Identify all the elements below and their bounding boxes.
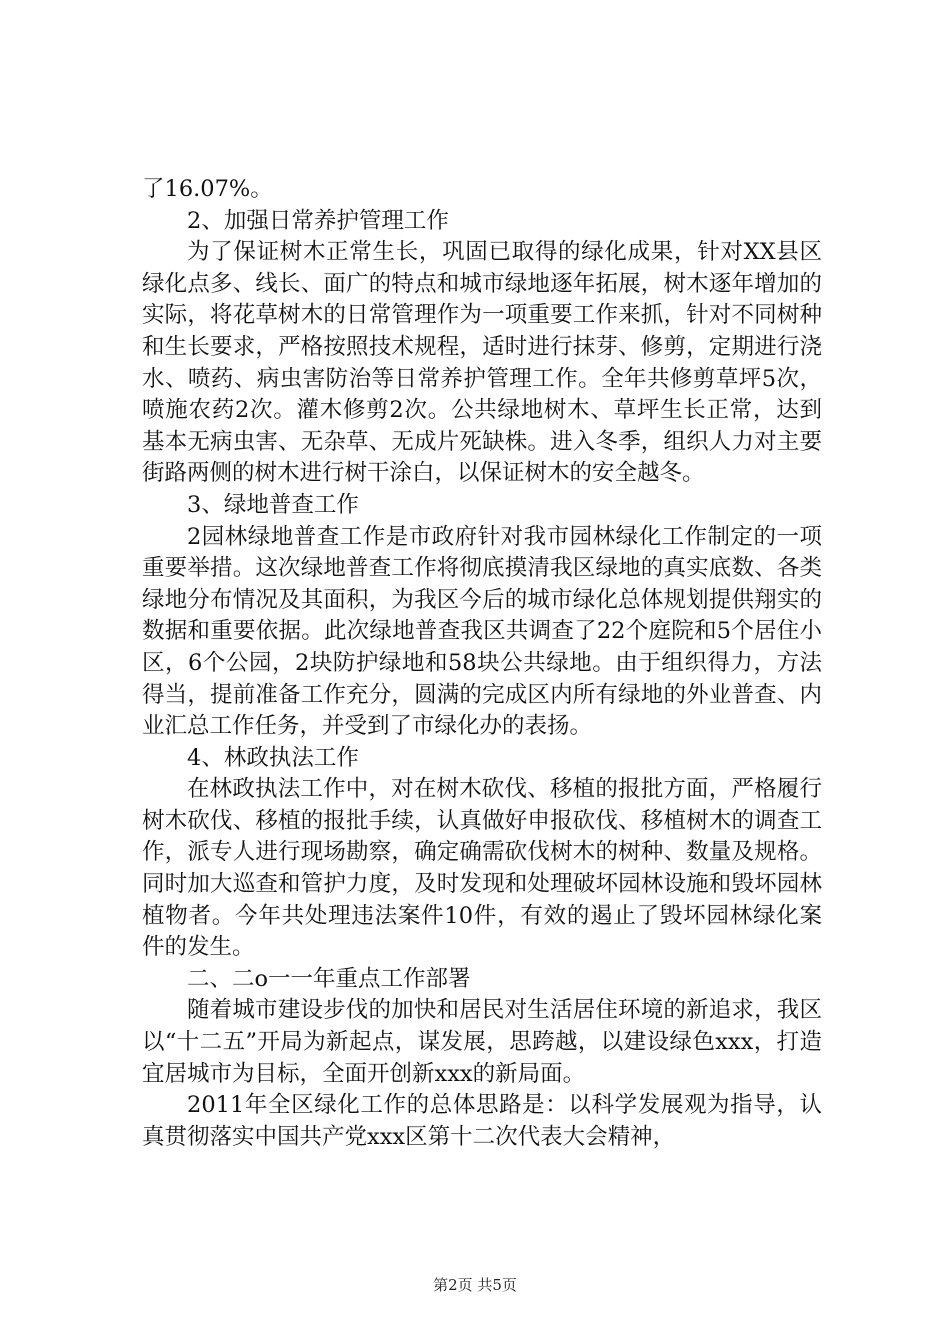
paragraph: 2011年全区绿化工作的总体思路是：以科学发展观为指导，认真贯彻落实中国共产党xxx区第十二次代表大会精神，	[142, 1092, 822, 1150]
paragraph: 了16.07%。	[142, 176, 273, 202]
page-footer: 第2页 共5页	[433, 1276, 517, 1294]
paragraph: 4、林政执法工作	[187, 744, 359, 771]
paragraph: 2、加强日常养护管理工作	[187, 207, 449, 234]
paragraph: 3、绿地普查工作	[187, 491, 359, 518]
paragraph: 为了保证树木正常生长，巩固已取得的绿化成果，针对XX县区绿化点多、线长、面广的特点和城市绿地逐年拓展，树木逐年增加的实际，将花草树木的日常管理作为一项重要工作来抓，针对不同树种和生长要求，严格按照技术规程，适时进行抹芽、修剪，定期进行浇水、喷药、病虫害防治等日常养护管理工作。全年共修剪草坪5次，喷施农药2次。灌木修剪2次。公共绿地树木、草坪生长正常，达到基本无病虫害、无杂草、无成片死缺株。进入冬季，组织人力对主要街路两侧的树木进行树干涂白，以保证树木的安全越冬。	[142, 239, 822, 487]
paragraph: 二、二o一一年重点工作部署	[187, 965, 471, 992]
paragraph: 在林政执法工作中，对在树木砍伐、移植的报批方面，严格履行树木砍伐、移植的报批手续，认真做好申报砍伐、移植树木的调查工作，派专人进行现场勘察，确定确需砍伐树木的树种、数量及规格。同时加大巡查和管护力度，及时发现和处理破坏园林设施和毁坏园林植物者。今年共处理违法案件10件，有效的遏止了毁坏园林绿化案件的发生。	[142, 776, 822, 961]
document-body	[142, 174, 822, 1153]
paragraph: 2园林绿地普查工作是市政府针对我市园林绿化工作制定的一项重要举措。这次绿地普查工作将彻底摸清我区绿地的真实底数、各类绿地分布情况及其面积，为我区今后的城市绿化总体规划提供翔实的数据和重要依据。此次绿地普查我区共调查了22个庭院和5个居住小区，6个公园，2块防护绿地和58块公共绿地。由于组织得力，方法得当，提前准备工作充分，圆满的完成区内所有绿地的外业普查、内业汇总工作任务，并受到了市绿化办的表扬。	[142, 523, 822, 740]
paragraph: 随着城市建设步伐的加快和居民对生活居住环境的新追求，我区以“十二五”开局为新起点，谋发展，思跨越，以建设绿色xxx，打造宜居城市为目标，全面开创新xxx的新局面。	[142, 997, 822, 1087]
